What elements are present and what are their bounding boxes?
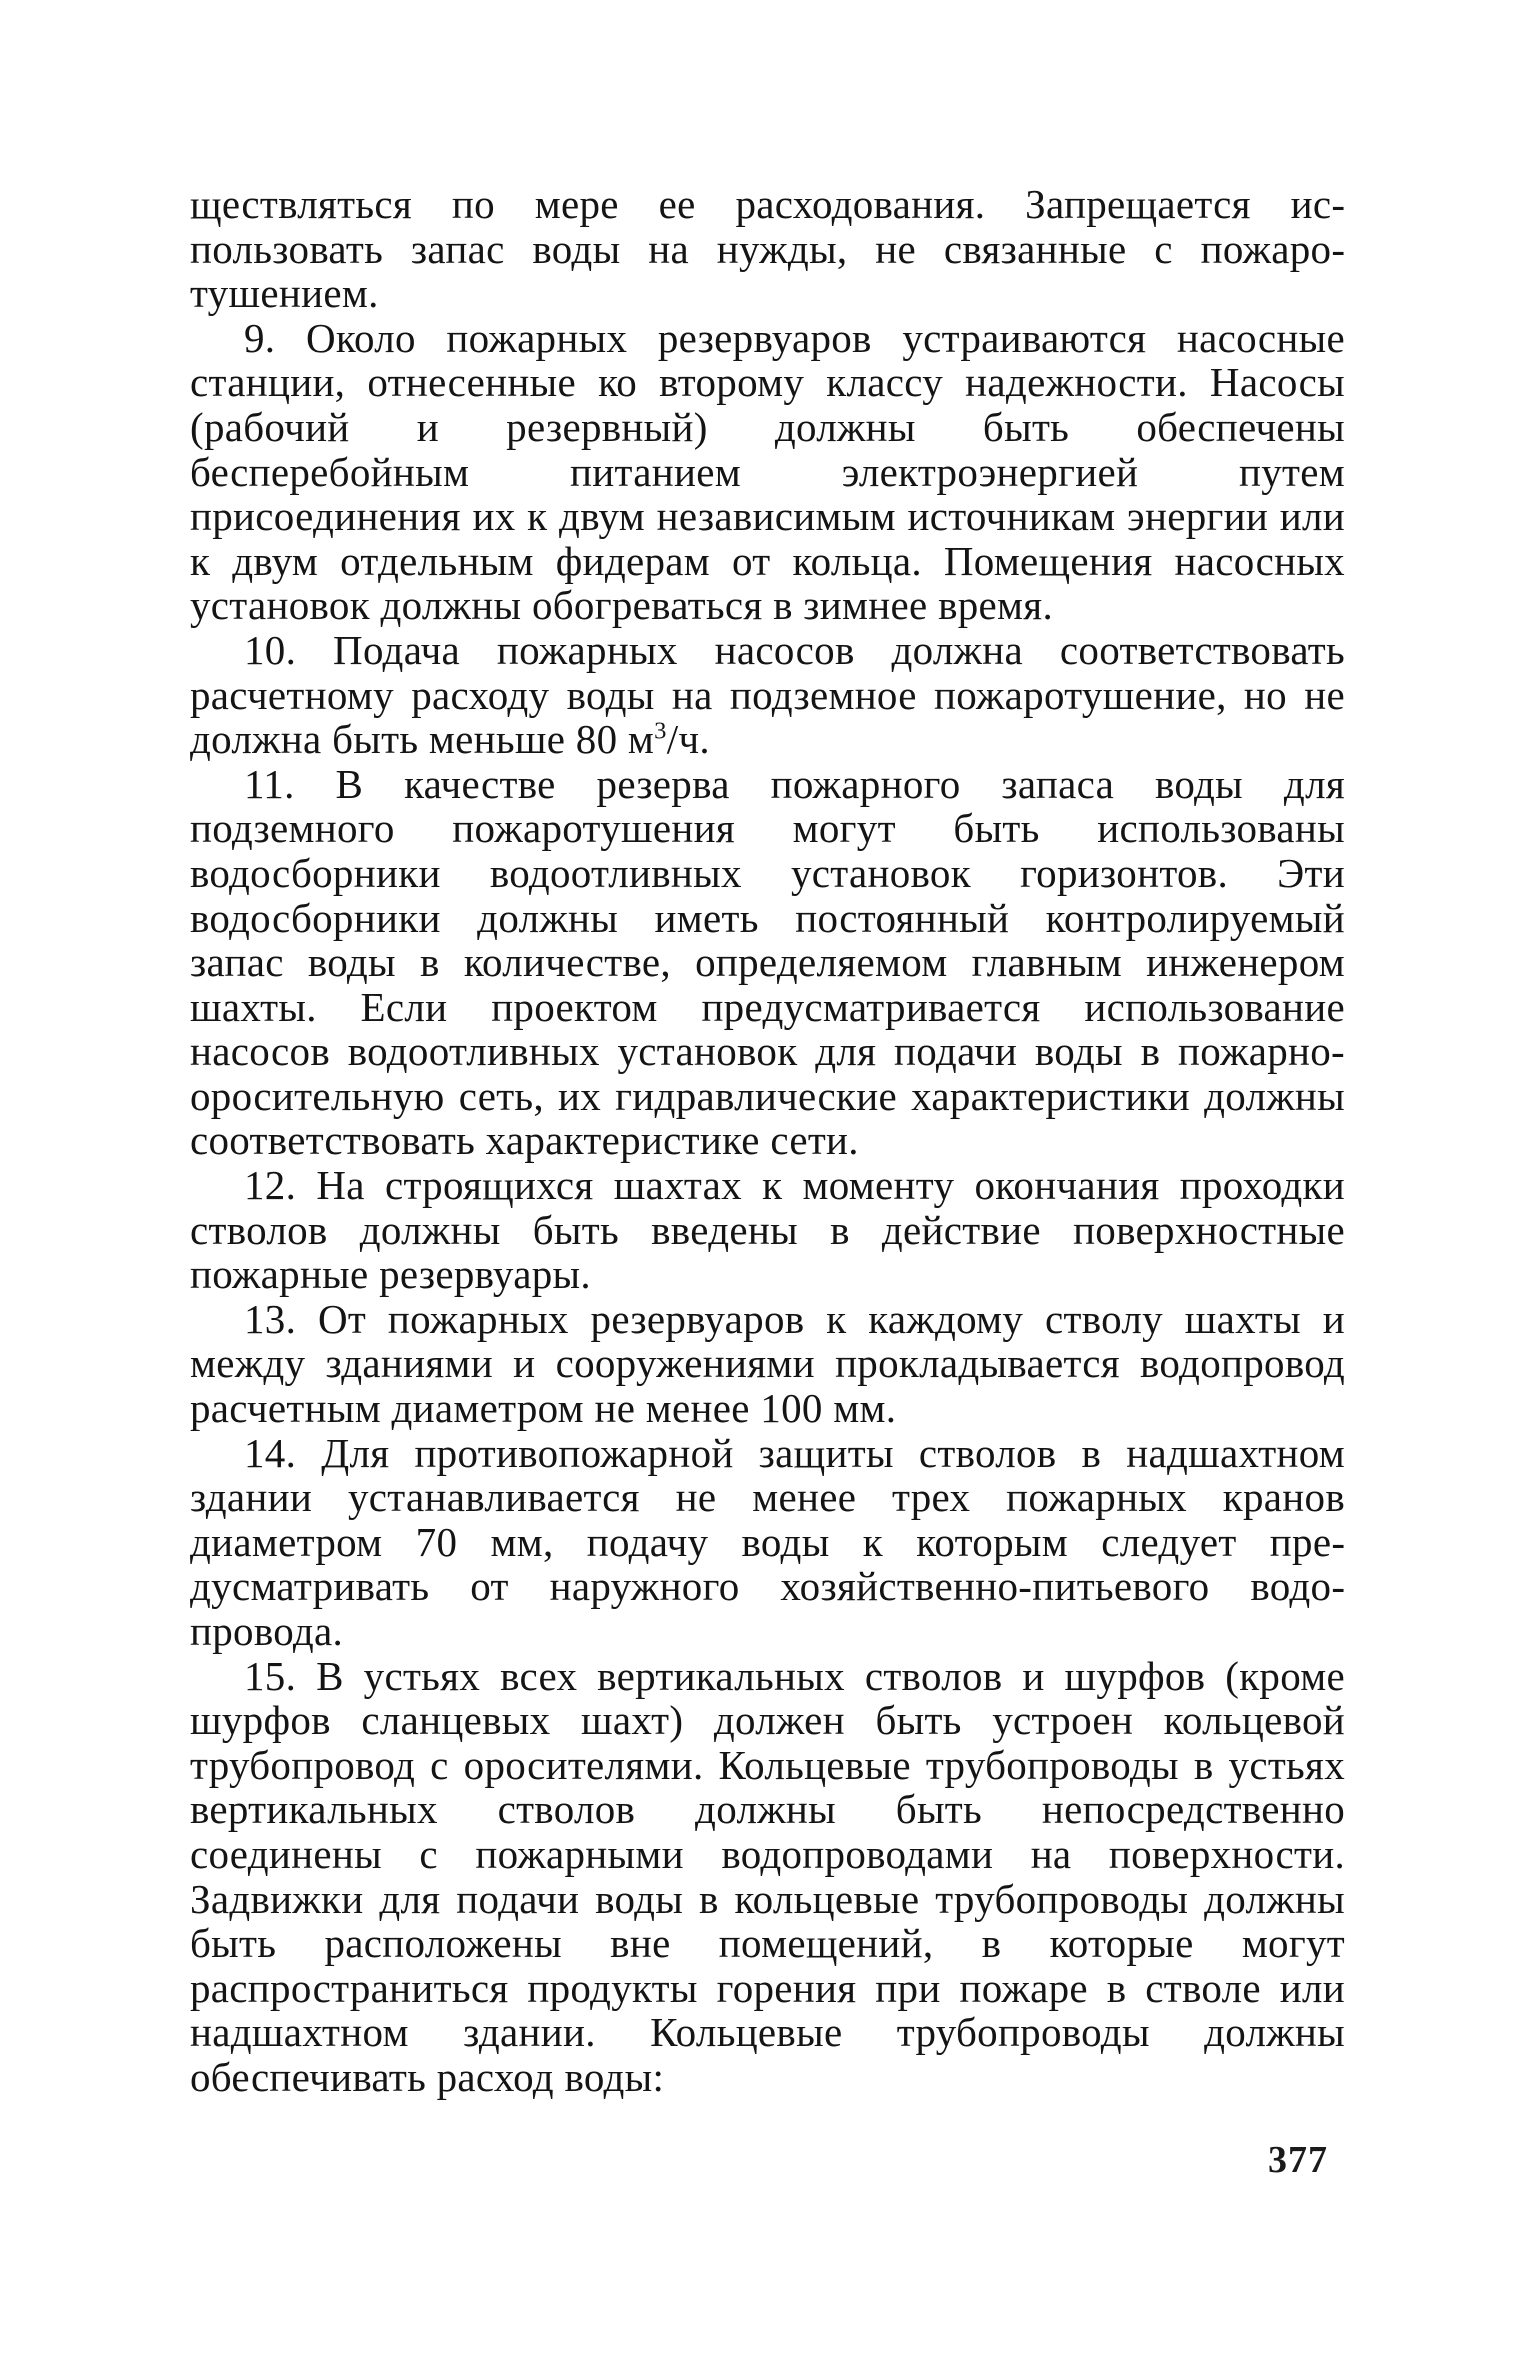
superscript-cubic: 3 [654, 717, 667, 745]
page-number: 377 [1268, 2139, 1328, 2181]
paragraph-item-11: 11. В качестве резерва пожарного запаса воды для подземного пожаротушения могут быть использованы водосборники водоотливных установок горизонтов. Эти водосборники должны иметь постоянный контролируемый запас воды в количестве, определяемом главным инженером шахты. Если проектом предусматривается использование насосов водоотливных установок для подачи воды в пожарно-оросительную сеть, их гидравлические характеристики должны соответствовать характеристике сети. [190, 760, 1345, 1164]
paragraph-item-10-unit: /ч. [666, 716, 710, 763]
paragraph-item-14: 14. Для противопожарной защиты стволов в надшахтном здании устанавливается не менее трех пожарных кранов диаметром 70 мм, подачу воды к которым следует предусматривать от наружного хозяйственно-питьевого водопровода. [190, 1429, 1345, 1654]
paragraph-item-13: 13. От пожарных резервуаров к каждому стволу шахты и между зданиями и сооружениями прокладывается водопровод расчетным диаметром не менее 100 мм. [190, 1295, 1345, 1432]
paragraph-item-10-text: 10. Подача пожарных насосов должна соответствовать расчетному расходу воды на подземное пожаротушение, но не должна быть меньше 80 м [190, 626, 1345, 763]
paragraph-item-9: 9. Около пожарных резервуаров устраиваются насосные станции, отнесенные ко второму классу надежности. Насосы (рабочий и резервный) должны быть обеспечены бесперебойным питанием электроэнергией путем присоединения их к двум независимым источникам энергии или к двум отдельным фидерам от кольца. Помещения насосных установок должны обогреваться в зимнее время. [190, 314, 1345, 629]
paragraph-item-15: 15. В устьях всех вертикальных стволов и шурфов (кроме шурфов сланцевых шахт) должен быть устроен кольцевой трубопровод с оросителями. Кольцевые трубопроводы в устьях вертикальных стволов должны быть непосредственно соединены с пожарными водопроводами на поверхности. Задвижки для подачи воды в кольцевые трубопроводы должны быть расположены вне помещений, в которые могут распространиться продукты горения при пожаре в стволе или надшахтном здании. Кольцевые трубопроводы должны обеспечивать расход воды: [190, 1652, 1345, 2100]
paragraph-item-10 [190, 628, 1345, 762]
paragraph-item-12: 12. На строящихся шахтах к моменту окончания проходки стволов должны быть введены в действие поверхностные пожарные резервуары. [190, 1162, 1345, 1298]
document-page [190, 182, 1345, 2182]
paragraph-continuation: ществляться по мере ее расходования. Запрещается использовать запас воды на нужды, не связанные с пожаротушением. [190, 181, 1345, 317]
